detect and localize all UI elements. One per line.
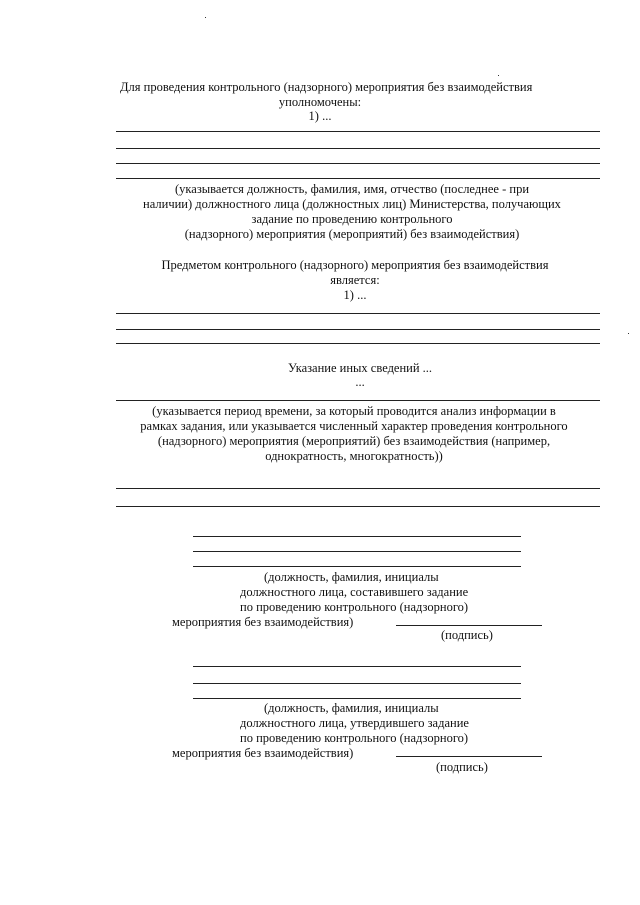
fill-line[interactable] xyxy=(193,566,521,567)
intro-line-2: уполномочены: xyxy=(278,95,362,109)
signature-line[interactable] xyxy=(396,625,542,626)
approver-signature-label: (подпись) xyxy=(436,760,488,774)
approver-caption-line-4: мероприятия без взаимодействия) xyxy=(172,746,354,760)
fill-line[interactable] xyxy=(116,400,600,401)
approver-caption-line-1: (должность, фамилия, инициалы xyxy=(264,701,439,715)
intro-item: 1) ... xyxy=(308,109,332,123)
approver-caption-line-3: по проведению контрольного (надзорного) xyxy=(240,731,469,745)
scan-speck xyxy=(498,75,499,76)
official-note-line-2: наличии) должностного лица (должностных лиц) Министерства, получающих xyxy=(143,197,561,211)
fill-line[interactable] xyxy=(193,551,521,552)
fill-line[interactable] xyxy=(116,488,600,489)
fill-line[interactable] xyxy=(116,131,600,132)
fill-line[interactable] xyxy=(116,329,600,330)
compiler-caption-line-1: (должность, фамилия, инициалы xyxy=(264,570,439,584)
signature-line[interactable] xyxy=(396,756,542,757)
subject-line-2: является: xyxy=(330,273,380,287)
period-note-line-1: (указывается период времени, за который проводится анализ информации в xyxy=(152,404,556,418)
fill-line[interactable] xyxy=(116,178,600,179)
period-note-line-4: однократность, многократность)) xyxy=(265,449,443,463)
official-note-line-1: (указывается должность, фамилия, имя, отчество (последнее - при xyxy=(174,182,530,196)
compiler-caption-line-4: мероприятия без взаимодействия) xyxy=(172,615,354,629)
official-note-line-4: (надзорного) мероприятия (мероприятий) без взаимодействия) xyxy=(184,227,520,241)
other-info-label: Указание иных сведений ... xyxy=(287,361,433,375)
fill-line[interactable] xyxy=(116,163,600,164)
approver-caption-line-2: должностного лица, утвердившего задание xyxy=(240,716,469,730)
period-note-line-3: (надзорного) мероприятия (мероприятий) без взаимодействия (например, xyxy=(157,434,551,448)
other-info-ellipsis: ... xyxy=(355,375,365,389)
subject-line-1: Предметом контрольного (надзорного) мероприятия без взаимодействия xyxy=(161,258,549,272)
compiler-signature-label: (подпись) xyxy=(441,628,493,642)
scan-speck xyxy=(628,333,629,334)
fill-line[interactable] xyxy=(116,506,600,507)
fill-line[interactable] xyxy=(193,698,521,699)
period-note-line-2: рамках задания, или указывается численный характер проведения контрольного xyxy=(140,419,568,433)
compiler-caption-line-2: должностного лица, составившего задание xyxy=(240,585,469,599)
fill-line[interactable] xyxy=(193,536,521,537)
fill-line[interactable] xyxy=(116,148,600,149)
intro-line-1: Для проведения контрольного (надзорного) мероприятия без взаимодействия xyxy=(120,80,533,94)
fill-line[interactable] xyxy=(193,683,521,684)
compiler-caption-line-3: по проведению контрольного (надзорного) xyxy=(240,600,469,614)
subject-item: 1) ... xyxy=(343,288,367,302)
fill-line[interactable] xyxy=(116,343,600,344)
fill-line[interactable] xyxy=(116,313,600,314)
scan-speck xyxy=(205,17,206,18)
fill-line[interactable] xyxy=(193,666,521,667)
official-note-line-3: задание по проведению контрольного xyxy=(251,212,453,226)
